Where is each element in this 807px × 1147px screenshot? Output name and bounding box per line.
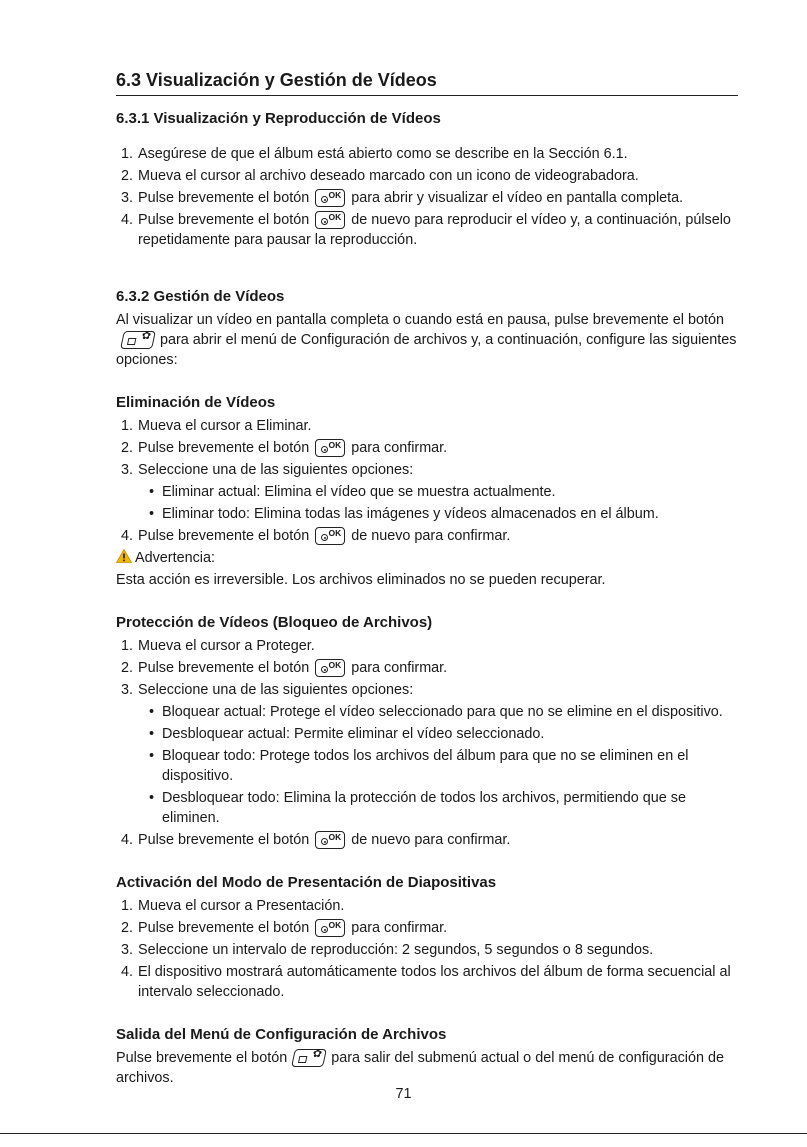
exit-instructions: Pulse brevemente el botón ✿ para salir del submenú actual o del menú de configuración de archivos. — [116, 1048, 724, 1086]
protect-steps-cont — [116, 830, 738, 850]
warning-heading: Advertencia: — [116, 548, 738, 568]
section-title: 6.3 Visualización y Gestión de Vídeos — [116, 70, 437, 90]
slideshow-heading: Activación del Modo de Presentación de Diapositivas — [116, 874, 497, 891]
list-item: 3. Seleccione una de las siguientes opciones: — [121, 462, 414, 478]
camera-icon — [321, 196, 328, 203]
delete-options — [116, 482, 738, 524]
list-item: 2. Mueva el cursor al archivo deseado marcado con un icono de videograbadora. — [121, 168, 639, 184]
delete-videos-heading: Eliminación de Vídeos — [116, 394, 276, 411]
camera-icon — [321, 218, 328, 225]
list-item: 1. Mueva el cursor a Proteger. — [121, 638, 315, 654]
protect-options — [116, 702, 738, 828]
list-item: 3. Pulse brevemente el botón OK para abrir y visualizar el vídeo en pantalla completa. — [121, 190, 684, 206]
gear-icon: ✿ — [140, 330, 153, 342]
menu-button-icon — [291, 1049, 327, 1067]
ok-button-icon: OK — [315, 527, 345, 545]
bullet-item: • Eliminar todo: Elimina todas las imágenes y vídeos almacenados en el álbum. — [149, 506, 659, 522]
ok-button-icon: OK — [315, 831, 345, 849]
title-rule — [116, 95, 738, 96]
bullet-item: • Desbloquear todo: Elimina la protección de todos los archivos, permitiendo que se eliminen. — [149, 790, 686, 826]
playback-steps — [116, 144, 738, 250]
protect-steps — [116, 636, 738, 700]
delete-steps — [116, 416, 738, 480]
management-intro: Al visualizar un vídeo en pantalla completa o cuando está en pausa, pulse brevemente el botón ✿ para abrir el menú de Configuración de archivos y, a continuación, configure las siguientes opciones: — [116, 312, 737, 368]
camera-icon — [321, 838, 328, 845]
list-item: 4. Pulse brevemente el botón OK de nuevo para confirmar. — [121, 832, 511, 848]
ok-button-icon: OK — [315, 919, 345, 937]
list-item: 3. Seleccione una de las siguientes opciones: — [121, 682, 414, 698]
list-item: 2. Pulse brevemente el botón OK para confirmar. — [121, 920, 448, 936]
protect-videos-heading: Protección de Vídeos (Bloqueo de Archivos) — [116, 614, 433, 631]
menu-button-icon — [120, 331, 156, 349]
subsection-title-632: 6.3.2 Gestión de Vídeos — [116, 288, 285, 305]
ok-button-icon: OK — [315, 439, 345, 457]
exit-menu-heading: Salida del Menú de Configuración de Archivos — [116, 1026, 447, 1043]
warning-text: Esta acción es irreversible. Los archivos eliminados no se pueden recuperar. — [116, 572, 606, 588]
gear-icon: ✿ — [311, 1048, 324, 1060]
bullet-item: • Desbloquear actual: Permite eliminar el vídeo seleccionado. — [149, 726, 545, 742]
ok-button-icon: OK — [315, 189, 345, 207]
bullet-item: • Eliminar actual: Elimina el vídeo que se muestra actualmente. — [149, 484, 556, 500]
camera-icon — [321, 666, 328, 673]
list-item: 4. El dispositivo mostrará automáticamente todos los archivos del álbum de forma secuencial al intervalo seleccionado. — [121, 964, 731, 1000]
menu-square-icon — [127, 338, 136, 345]
list-item: 2. Pulse brevemente el botón OK para confirmar. — [121, 440, 448, 456]
ok-button-icon: OK — [315, 211, 345, 229]
warning-icon — [116, 549, 132, 563]
list-item: 4. Pulse brevemente el botón OK de nuevo para confirmar. — [121, 528, 511, 544]
list-item: 1. Asegúrese de que el álbum está abierto como se describe en la Sección 6.1. — [121, 146, 628, 162]
camera-icon — [321, 446, 328, 453]
delete-steps-cont — [116, 526, 738, 546]
bullet-item: • Bloquear todo: Protege todos los archivos del álbum para que no se eliminen en el dispositivo. — [149, 748, 689, 784]
page-number: 71 — [395, 1086, 412, 1102]
subsection-title-631: 6.3.1 Visualización y Reproducción de Vídeos — [116, 110, 441, 127]
bottom-rule — [0, 1133, 807, 1134]
page-content — [116, 68, 738, 1088]
slideshow-steps — [116, 896, 738, 1002]
list-item: 4. Pulse brevemente el botón OK de nuevo para reproducir el vídeo y, a continuación, púlselo repetidamente para pausar la reproducción. — [121, 212, 731, 248]
list-item: 1. Mueva el cursor a Eliminar. — [121, 418, 312, 434]
ok-button-icon: OK — [315, 659, 345, 677]
list-item: 3. Seleccione un intervalo de reproducción: 2 segundos, 5 segundos o 8 segundos. — [121, 942, 654, 958]
list-item: 2. Pulse brevemente el botón OK para confirmar. — [121, 660, 448, 676]
menu-square-icon — [298, 1056, 307, 1063]
bullet-item: • Bloquear actual: Protege el vídeo seleccionado para que no se elimine en el dispositivo. — [149, 704, 723, 720]
list-item: 1. Mueva el cursor a Presentación. — [121, 898, 345, 914]
camera-icon — [321, 926, 328, 933]
camera-icon — [321, 534, 328, 541]
